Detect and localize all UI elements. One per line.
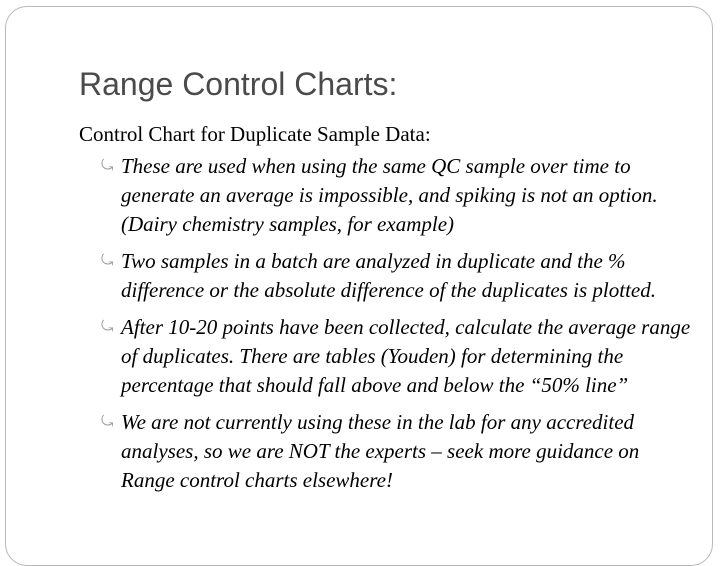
bullet-text: Two samples in a batch are analyzed in duplicate and the % difference or the absolute difference of the duplicates is plotted. <box>121 249 656 302</box>
curved-arrow-bullet-icon: ⤿ <box>101 414 114 430</box>
bullet-item <box>101 152 691 239</box>
bullet-item <box>101 313 691 400</box>
bullet-text: After 10-20 points have been collected, calculate the average range of duplicates. There are tables (Youden) for determining the percentage that should fall above and below the “50% line” <box>121 315 691 397</box>
bullet-text: These are used when using the same QC sample over time to generate an average is impossible, and spiking is not an option. (Dairy chemistry samples, for example) <box>121 154 658 236</box>
curved-arrow-bullet-icon: ⤿ <box>101 319 114 335</box>
curved-arrow-bullet-icon: ⤿ <box>101 253 114 269</box>
slide-subheading: Control Chart for Duplicate Sample Data: <box>79 122 431 146</box>
bullet-list <box>101 152 691 503</box>
bullet-item <box>101 247 691 305</box>
curved-arrow-bullet-icon: ⤿ <box>101 158 114 174</box>
bullet-text: We are not currently using these in the lab for any accredited analyses, so we are NOT the experts – seek more guidance on Range control charts elsewhere! <box>121 410 640 492</box>
slide-title: Range Control Charts: <box>79 66 398 102</box>
bullet-item <box>101 408 691 495</box>
